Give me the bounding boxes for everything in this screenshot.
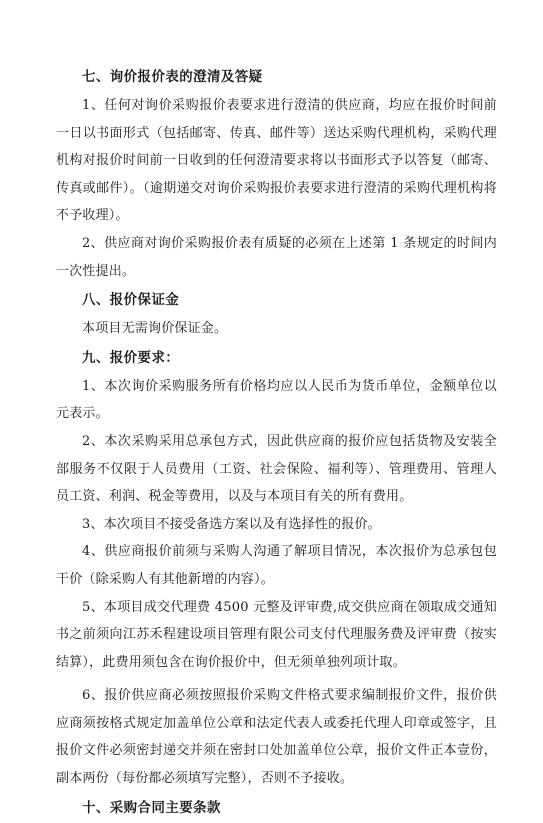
paragraph-deposit-1: 本项目无需询价保证金。 [82,321,228,337]
paragraph-requirement-4: 4、供应商报价前须与采购人沟通了解项目情况，本次报价为总承包包干价（除采购人有其他新增的内容）。 [56,544,497,587]
paragraph-clarification-2: 2、供应商对询价采购报价表有质疑的必须在上述第 1 条规定的时间内一次性提出。 [56,235,497,279]
section-heading-quotation-requirements: 九、报价要求： [82,350,180,366]
paragraph-requirement-1: 1、本次询价采购服务所有价格均应以人民币为货币单位，金额单位以元表示。 [56,378,497,422]
paragraph-requirement-6: 6、报价供应商必须按照报价采购文件格式要求编制报价文件，报价供应商须按格式规定加盖单位公章和法定代表人或委托代理人印章或签字，且报价文件必须密封递交并须在密封口处加盖单位公章，报价文件正本壹份，副本两份（每份都必须填写完整），否则不予接收。 [56,688,497,787]
section-heading-contract-terms: 十、采购合同主要条款 [82,800,221,816]
paragraph-requirement-3: 3、本次项目不接受备选方案以及有选择性的报价。 [82,516,381,532]
paragraph-clarification-1: 1、任何对询价采购报价表要求进行澄清的供应商，均应在报价时间前一日以书面形式（包括邮寄、传真、邮件等）送达采购代理机构，采购代理机构对报价时间前一日收到的任何澄清要求将以书面形式予以答复（邮寄、传真或邮件）。（逾期递交对询价采购报价表要求进行澄清的采购代理机构将不予收理）。 [56,98,497,224]
document-body [56,64,497,823]
paragraph-requirement-2: 2、本次采购采用总承包方式，因此供应商的报价应包括货物及安装全部服务不仅限于人员费用（工资、社会保险、福利等）、管理费用、管理人员工资、利润、税金等费用，以及与本项目有关的所有费用。 [56,433,497,505]
section-heading-clarification: 七、询价报价表的澄清及答疑 [82,70,263,85]
section-heading-deposit: 八、报价保证金 [82,293,180,309]
paragraph-requirement-5: 5、本项目成交代理费 4500 元整及评审费,成交供应商在领取成交通知书之前须向江苏禾程建设项目管理有限公司支付代理服务费及评审费（按实结算），此费用须包含在询价报价中，但无须单独列项计取。 [56,599,497,670]
